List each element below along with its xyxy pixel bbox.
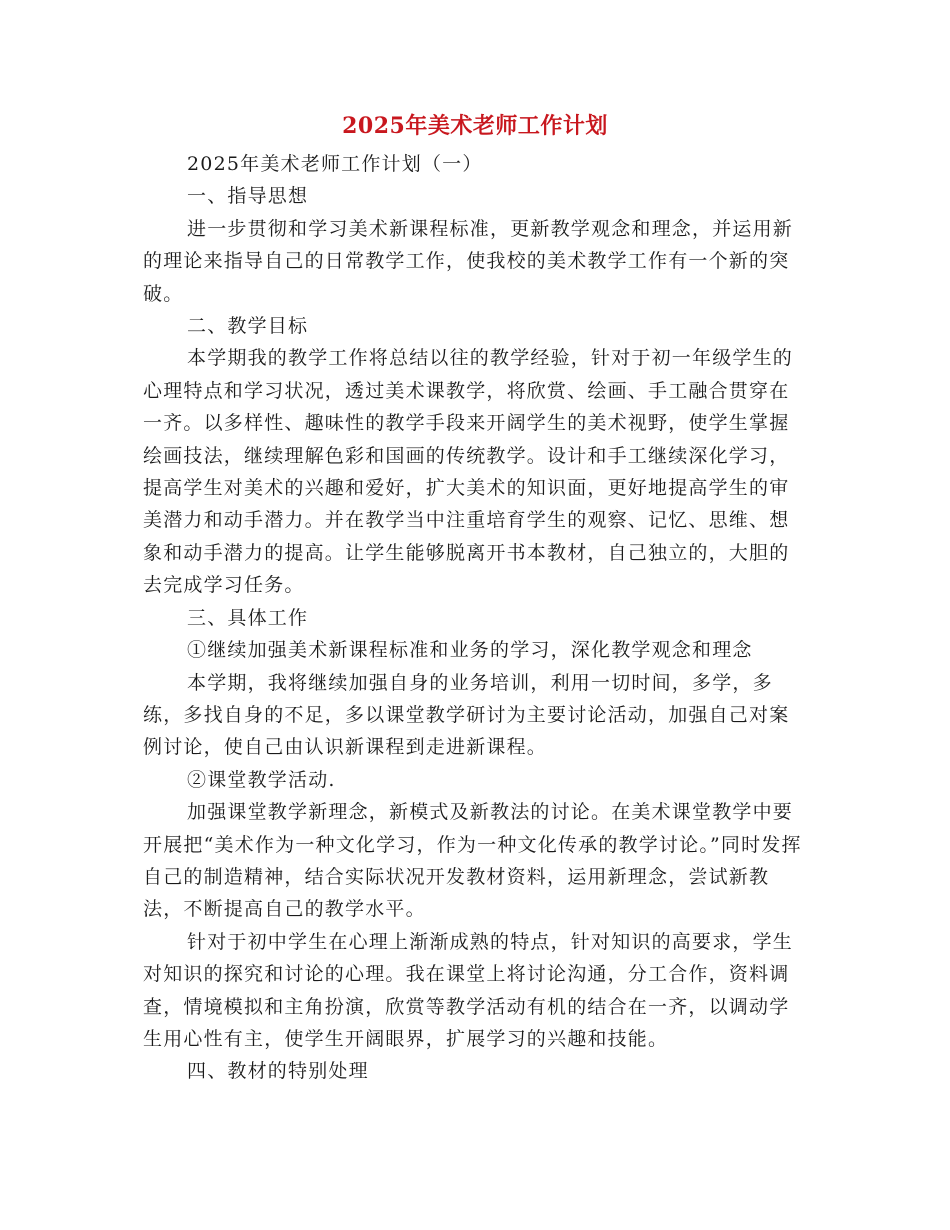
- item-1-heading: ①继续加强美术新课程标准和业务的学习，深化教学观念和理念: [187, 639, 753, 662]
- paragraph-item-2: 加强课堂教学新理念，新模式及新教法的讨论。在美术课堂教学中要开展把“美术作为一种文化学习，作为一种文化传承的教学讨论。”同时发挥自己的制造精神，结合实际状况开发教材资料，运用新理念，尝试新教法，不断提高自己的教学水平。: [143, 801, 802, 921]
- document-title: 2025年美术老师工作计划: [342, 113, 608, 139]
- heading-teaching-goals: 二、教学目标: [187, 315, 309, 338]
- heading-guiding-ideology: 一、指导思想: [187, 185, 309, 208]
- paragraph-teaching-goals: 本学期我的教学工作将总结以往的教学经验，针对于初一年级学生的心理特点和学习状况，透过美术课教学，将欣赏、绘画、手工融合贯穿在一齐。以多样性、趣味性的教学手段来开阔学生的美术视野，使学生掌握绘画技法，继续理解色彩和国画的传统教学。设计和手工继续深化学习，提高学生对美术的兴趣和爱好，扩大美术的知识面，更好地提高学生的审美潜力和动手潜力。并在教学当中注重培育学生的观察、记忆、思维、想象和动手潜力的提高。让学生能够脱离开书本教材，自己独立的，大胆的去完成学习任务。: [143, 347, 794, 597]
- heading-textbook-handling: 四、教材的特别处理: [187, 1060, 369, 1083]
- document-body: [143, 148, 803, 1088]
- section-subtitle: 2025年美术老师工作计划（一）: [187, 153, 483, 175]
- paragraph-student-psychology: 针对于初中学生在心理上渐渐成熟的特点，针对知识的高要求，学生对知识的探究和讨论的心理。我在课堂上将讨论沟通，分工合作，资料调查，情境模拟和主角扮演，欣赏等教学活动有机的结合在一齐，以调动学生用心性有主，使学生开阔眼界，扩展学习的兴趣和技能。: [143, 930, 794, 1050]
- item-2-heading: ②课堂教学活动.: [187, 768, 336, 791]
- heading-specific-work: 三、具体工作: [187, 606, 309, 629]
- paragraph-guiding-ideology: 进一步贯彻和学习美术新课程标准，更新教学观念和理念，并运用新的理论来指导自己的日常教学工作，使我校的美术教学工作有一个新的突破。: [143, 217, 794, 305]
- paragraph-item-1: 本学期，我将继续加强自身的业务培训，利用一切时间，多学，多练，多找自身的不足，多以课堂教学研讨为主要讨论活动，加强自己对案例讨论，使自己由认识新课程到走进新课程。: [143, 671, 790, 759]
